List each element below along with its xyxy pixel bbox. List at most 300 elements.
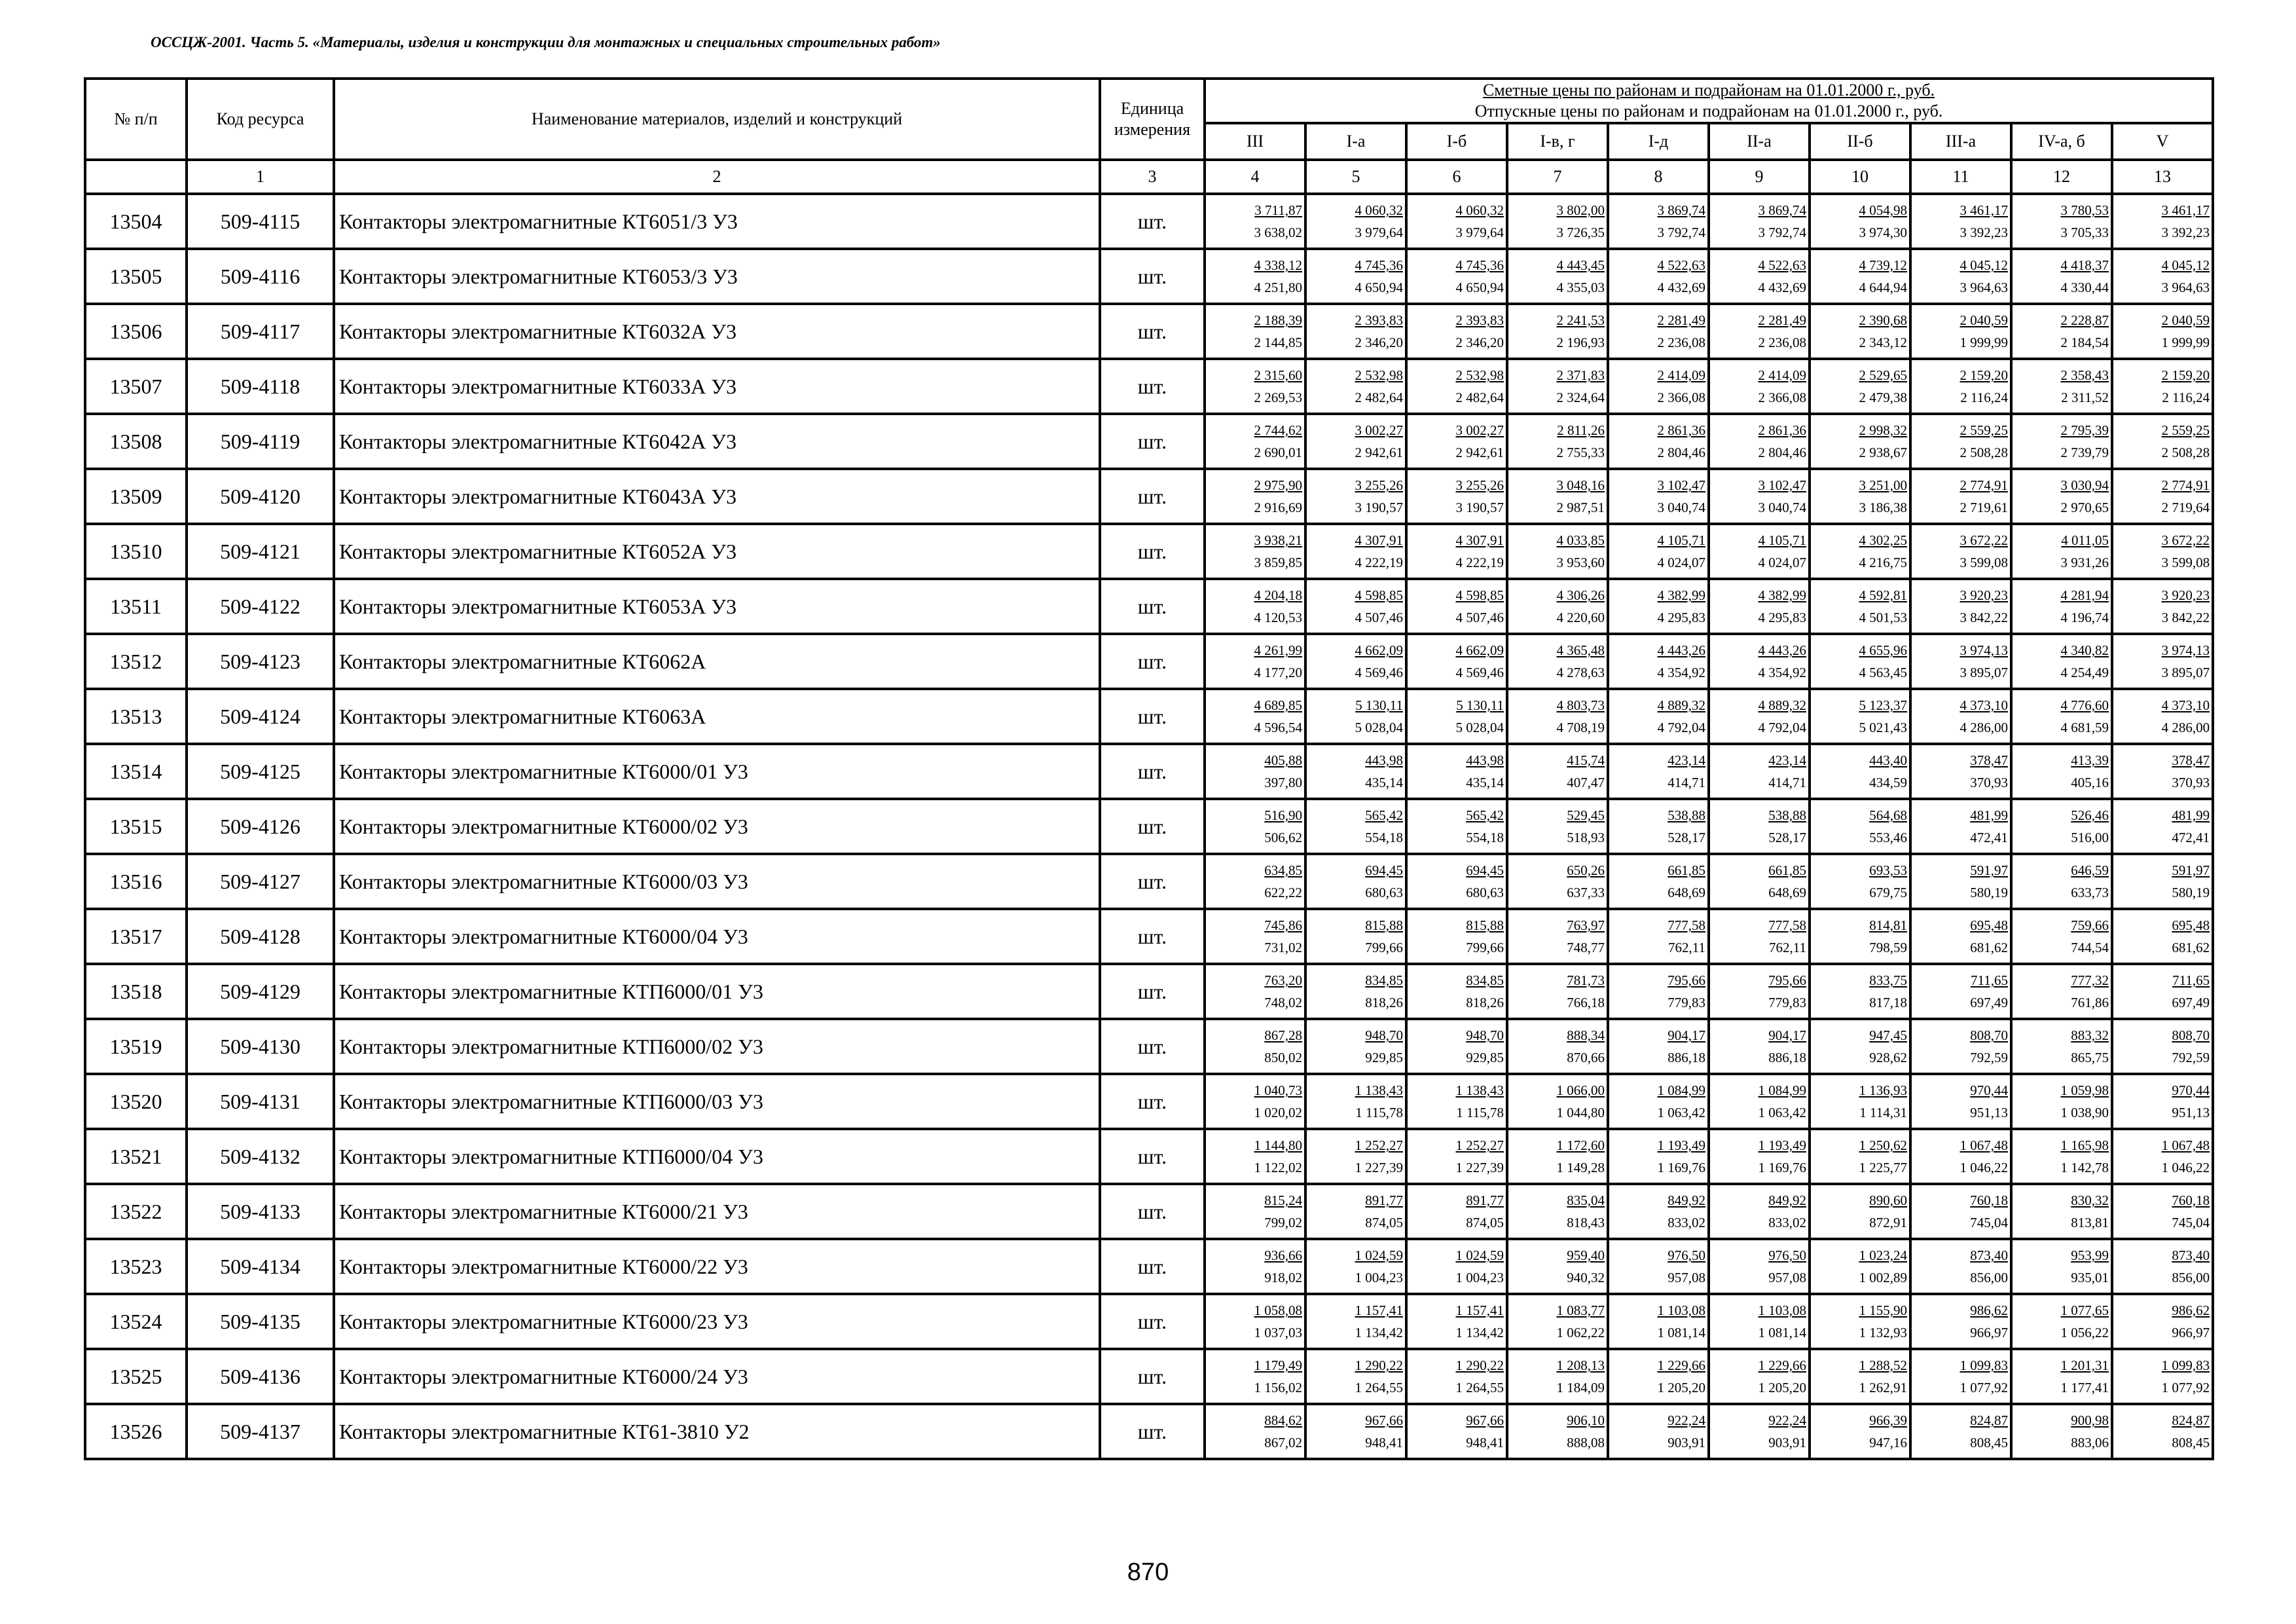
price-cell <box>2112 1404 2213 1459</box>
price-cell <box>1406 1019 1507 1074</box>
estimate-price: 1 084,99 <box>1657 1082 1705 1098</box>
price-cell <box>1305 689 1406 744</box>
release-price: 2 311,52 <box>2061 390 2109 405</box>
estimate-price: 1 208,13 <box>1556 1357 1605 1373</box>
price-cell <box>2112 964 2213 1019</box>
estimate-price: 834,85 <box>1365 972 1403 988</box>
estimate-price: 3 002,27 <box>1355 422 1403 438</box>
price-cell <box>1608 744 1709 799</box>
price-pair <box>1206 1021 1304 1072</box>
price-pair <box>2013 911 2111 962</box>
release-price: 506,62 <box>1264 830 1302 845</box>
price-cell <box>1205 744 1305 799</box>
estimate-price: 646,59 <box>2071 862 2109 878</box>
estimate-price: 1 193,49 <box>1758 1137 1806 1153</box>
price-pair <box>2013 416 2111 467</box>
estimate-price: 1 024,59 <box>1455 1247 1504 1263</box>
estimate-price: 415,74 <box>1567 752 1605 768</box>
price-pair <box>1508 856 1607 907</box>
release-price: 2 196,93 <box>1556 335 1605 350</box>
unit: шт. <box>1100 964 1205 1019</box>
price-pair <box>1508 471 1607 522</box>
release-price: 817,18 <box>1869 995 1907 1010</box>
release-price: 648,69 <box>1667 885 1705 900</box>
row-number: 13511 <box>85 579 187 634</box>
estimate-price: 4 443,26 <box>1657 642 1705 658</box>
price-cell <box>1205 414 1305 469</box>
price-cell <box>1205 854 1305 909</box>
estimate-price: 378,47 <box>2172 752 2210 768</box>
price-cell <box>1406 744 1507 799</box>
estimate-price: 781,73 <box>1567 972 1605 988</box>
estimate-price: 948,70 <box>1466 1027 1504 1043</box>
release-price: 2 324,64 <box>1556 390 1605 405</box>
release-price: 2 942,61 <box>1455 445 1504 460</box>
release-price: 947,16 <box>1869 1435 1907 1450</box>
price-cell <box>1205 799 1305 854</box>
price-pair <box>1307 1296 1405 1347</box>
release-price: 2 938,67 <box>1859 445 1907 460</box>
price-cell <box>2112 689 2213 744</box>
estimate-price: 815,88 <box>1466 917 1504 933</box>
price-cell <box>1305 909 1406 964</box>
estimate-price: 443,98 <box>1365 752 1403 768</box>
price-pair <box>1609 636 1707 687</box>
price-pair <box>1307 966 1405 1017</box>
estimate-price: 4 105,71 <box>1657 532 1705 548</box>
release-price: 1 134,42 <box>1455 1325 1504 1340</box>
estimate-price: 1 138,43 <box>1455 1082 1504 1098</box>
estimate-price: 2 861,36 <box>1657 422 1705 438</box>
price-pair <box>1206 1076 1304 1127</box>
release-price: 3 040,74 <box>1758 500 1806 515</box>
estimate-price: 2 188,39 <box>1254 312 1302 328</box>
price-cell <box>1709 1129 1810 1184</box>
price-pair <box>2113 856 2212 907</box>
material-name: Контакторы электромагнитные КТП6000/03 У3 <box>334 1074 1100 1129</box>
resource-code: 509-4133 <box>187 1184 334 1239</box>
price-cell <box>2112 1129 2213 1184</box>
price-cell <box>1205 1239 1305 1294</box>
release-price: 2 269,53 <box>1254 390 1302 405</box>
estimate-price: 694,45 <box>1365 862 1403 878</box>
price-cell <box>1305 1184 1406 1239</box>
estimate-price: 538,88 <box>1768 807 1806 823</box>
price-cell <box>1507 1129 1608 1184</box>
price-cell <box>1305 469 1406 524</box>
column-number: 13 <box>2112 160 2213 194</box>
price-cell <box>1205 634 1305 689</box>
region-header: II-б <box>1810 123 1910 160</box>
price-pair <box>1408 911 1506 962</box>
price-pair <box>2113 1131 2212 1182</box>
estimate-price: 2 358,43 <box>2060 367 2109 383</box>
release-price: 4 792,04 <box>1758 720 1806 735</box>
price-cell <box>1305 1074 1406 1129</box>
price-cell <box>1910 1074 2011 1129</box>
price-cell <box>1305 1239 1406 1294</box>
price-pair <box>1408 1021 1506 1072</box>
estimate-price: 759,66 <box>2071 917 2109 933</box>
price-cell <box>1810 854 1910 909</box>
price-cell <box>1709 579 1810 634</box>
release-price: 833,02 <box>1768 1215 1806 1230</box>
estimate-price: 1 252,27 <box>1455 1137 1504 1153</box>
price-cell <box>1507 469 1608 524</box>
price-pair <box>1710 251 1808 302</box>
release-price: 3 895,07 <box>1959 665 2008 680</box>
release-price: 4 432,69 <box>1657 280 1705 295</box>
price-cell <box>1910 1129 2011 1184</box>
price-cell <box>1709 1074 1810 1129</box>
price-cell <box>1810 1074 1910 1129</box>
price-pair <box>2013 1021 2111 1072</box>
estimate-price: 1 172,60 <box>1556 1137 1605 1153</box>
estimate-price: 3 102,47 <box>1758 477 1806 493</box>
estimate-price: 4 745,36 <box>1355 257 1403 273</box>
release-price: 2 184,54 <box>2060 335 2109 350</box>
price-cell <box>2011 249 2112 304</box>
price-cell <box>1406 414 1507 469</box>
resource-code: 509-4123 <box>187 634 334 689</box>
release-price: 2 508,28 <box>2161 445 2210 460</box>
estimate-price: 777,58 <box>1768 917 1806 933</box>
price-pair <box>2013 1076 2111 1127</box>
price-pair <box>1307 251 1405 302</box>
estimate-price: 695,48 <box>1970 917 2008 933</box>
estimate-price: 1 024,59 <box>1355 1247 1403 1263</box>
estimate-price: 884,62 <box>1264 1412 1302 1428</box>
release-price: 957,08 <box>1768 1270 1806 1285</box>
price-cell <box>1910 909 2011 964</box>
release-price: 883,06 <box>2071 1435 2109 1450</box>
release-price: 4 432,69 <box>1758 280 1806 295</box>
price-cell <box>1406 194 1507 249</box>
release-price: 1 004,23 <box>1355 1270 1403 1285</box>
release-price: 1 264,55 <box>1355 1380 1403 1395</box>
column-number: 6 <box>1406 160 1507 194</box>
price-cell <box>1205 524 1305 579</box>
price-pair <box>1206 1186 1304 1237</box>
release-price: 2 987,51 <box>1556 500 1605 515</box>
price-pair <box>1206 1351 1304 1402</box>
price-cell <box>1608 964 1709 1019</box>
release-price: 3 705,33 <box>2060 225 2109 240</box>
price-pair <box>1912 1186 2010 1237</box>
release-price: 2 116,24 <box>1960 390 2008 405</box>
price-pair <box>1609 196 1707 247</box>
resource-code: 509-4127 <box>187 854 334 909</box>
price-cell <box>2011 1349 2112 1404</box>
release-price: 680,63 <box>1466 885 1504 900</box>
region-header: I-д <box>1608 123 1709 160</box>
row-number: 13512 <box>85 634 187 689</box>
price-cell <box>2112 744 2213 799</box>
release-price: 761,86 <box>2071 995 2109 1010</box>
release-price: 1 046,22 <box>1959 1160 2008 1175</box>
material-name: Контакторы электромагнитные КТ6000/24 У3 <box>334 1349 1100 1404</box>
price-cell <box>1810 249 1910 304</box>
release-price: 745,04 <box>1970 1215 2008 1230</box>
estimate-price: 890,60 <box>1869 1192 1907 1208</box>
price-pair <box>1710 801 1808 852</box>
estimate-price: 565,42 <box>1365 807 1403 823</box>
price-pair <box>1508 966 1607 1017</box>
price-pair <box>1307 801 1405 852</box>
row-number: 13508 <box>85 414 187 469</box>
estimate-price: 824,87 <box>1970 1412 2008 1428</box>
price-cell <box>1810 1294 1910 1349</box>
unit: шт. <box>1100 194 1205 249</box>
price-cell <box>1910 249 2011 304</box>
estimate-price: 1 250,62 <box>1859 1137 1907 1153</box>
col-header-code: Код ресурса <box>187 79 334 160</box>
price-pair <box>1811 1351 1909 1402</box>
price-cell <box>1507 304 1608 359</box>
material-name: Контакторы электромагнитные КТП6000/04 У3 <box>334 1129 1100 1184</box>
price-cell <box>1608 194 1709 249</box>
estimate-price: 873,40 <box>2172 1247 2210 1263</box>
release-price: 1 999,99 <box>2161 335 2210 350</box>
price-cell <box>1810 744 1910 799</box>
release-price: 2 366,08 <box>1758 390 1806 405</box>
estimate-price: 1 067,48 <box>2161 1137 2210 1153</box>
price-cell <box>1305 1294 1406 1349</box>
estimate-price: 591,97 <box>2172 862 2210 878</box>
release-price: 681,62 <box>1970 940 2008 955</box>
price-pair <box>1307 1076 1405 1127</box>
release-price: 2 482,64 <box>1355 390 1403 405</box>
release-price: 2 804,46 <box>1758 445 1806 460</box>
release-price: 1 205,20 <box>1657 1380 1705 1395</box>
price-cell <box>1205 579 1305 634</box>
price-cell <box>1305 799 1406 854</box>
price-cell <box>1709 304 1810 359</box>
release-price: 1 122,02 <box>1254 1160 1302 1175</box>
price-pair <box>1710 856 1808 907</box>
estimate-price: 4 033,85 <box>1556 532 1605 548</box>
price-cell <box>2112 1019 2213 1074</box>
estimate-price: 986,62 <box>1970 1302 2008 1318</box>
estimate-price: 4 307,91 <box>1355 532 1403 548</box>
release-price: 397,80 <box>1264 775 1302 790</box>
estimate-price: 795,66 <box>1667 972 1705 988</box>
price-pair <box>1206 416 1304 467</box>
resource-code: 509-4131 <box>187 1074 334 1129</box>
estimate-price: 830,32 <box>2071 1192 2109 1208</box>
price-pair <box>2113 1296 2212 1347</box>
price-pair <box>1710 1021 1808 1072</box>
region-header: I-а <box>1305 123 1406 160</box>
release-price: 414,71 <box>1667 775 1705 790</box>
row-number: 13515 <box>85 799 187 854</box>
price-pair <box>1307 1021 1405 1072</box>
estimate-price: 760,18 <box>1970 1192 2008 1208</box>
estimate-price: 4 306,26 <box>1556 587 1605 603</box>
estimate-price: 423,14 <box>1768 752 1806 768</box>
release-price: 966,97 <box>1970 1325 2008 1340</box>
price-cell <box>1305 854 1406 909</box>
release-price: 4 507,46 <box>1355 610 1403 625</box>
price-pair <box>2013 1186 2111 1237</box>
release-price: 1 038,90 <box>2060 1105 2109 1120</box>
unit: шт. <box>1100 579 1205 634</box>
release-price: 3 726,35 <box>1556 225 1605 240</box>
release-price: 2 755,33 <box>1556 445 1605 460</box>
price-cell <box>1507 1184 1608 1239</box>
table-row <box>85 1404 2213 1459</box>
release-price: 886,18 <box>1768 1050 1806 1065</box>
estimate-price: 1 157,41 <box>1455 1302 1504 1318</box>
resource-code: 509-4115 <box>187 194 334 249</box>
price-pair <box>2113 196 2212 247</box>
estimate-price: 4 655,96 <box>1859 642 1907 658</box>
price-pair <box>1408 306 1506 357</box>
estimate-price: 4 011,05 <box>2061 532 2109 548</box>
material-name: Контакторы электромагнитные КТ6033А У3 <box>334 359 1100 414</box>
price-cell <box>2011 414 2112 469</box>
release-price: 3 842,22 <box>2161 610 2210 625</box>
estimate-price: 2 559,25 <box>1959 422 2008 438</box>
price-pair <box>1206 196 1304 247</box>
price-pair <box>1408 196 1506 247</box>
release-price: 813,81 <box>2071 1215 2109 1230</box>
release-price: 766,18 <box>1567 995 1605 1010</box>
price-cell <box>1406 1129 1507 1184</box>
price-cell <box>1608 524 1709 579</box>
price-cell <box>1608 689 1709 744</box>
release-price: 3 792,74 <box>1758 225 1806 240</box>
release-price: 5 021,43 <box>1859 720 1907 735</box>
price-cell <box>1205 964 1305 1019</box>
release-price: 3 859,85 <box>1254 555 1302 570</box>
price-cell <box>1910 1019 2011 1074</box>
estimate-price: 538,88 <box>1667 807 1705 823</box>
price-pair <box>1710 526 1808 577</box>
estimate-price: 2 532,98 <box>1355 367 1403 383</box>
release-price: 4 681,59 <box>2060 720 2109 735</box>
price-pair <box>1408 1351 1506 1402</box>
price-pair <box>1508 801 1607 852</box>
estimate-price: 814,81 <box>1869 917 1907 933</box>
price-pair <box>2113 1406 2212 1457</box>
price-pair <box>1508 1241 1607 1292</box>
estimate-price: 4 662,09 <box>1455 642 1504 658</box>
price-pair <box>1912 966 2010 1017</box>
price-pair <box>1710 581 1808 632</box>
release-price: 4 507,46 <box>1455 610 1504 625</box>
release-price: 903,91 <box>1768 1435 1806 1450</box>
price-cell <box>2112 909 2213 964</box>
price-pair <box>1912 1406 2010 1457</box>
release-price: 948,41 <box>1466 1435 1504 1450</box>
material-name: Контакторы электромагнитные КТ6042А У3 <box>334 414 1100 469</box>
region-header: III <box>1205 123 1305 160</box>
row-number: 13505 <box>85 249 187 304</box>
estimate-price: 4 382,99 <box>1758 587 1806 603</box>
estimate-price: 3 711,87 <box>1254 202 1302 218</box>
price-cell <box>1910 1294 2011 1349</box>
price-pair <box>1307 196 1405 247</box>
price-cell <box>2011 1074 2112 1129</box>
estimate-price: 3 255,26 <box>1455 477 1504 493</box>
price-cell <box>1910 1349 2011 1404</box>
release-price: 2 690,01 <box>1254 445 1302 460</box>
price-cell <box>1406 1184 1507 1239</box>
price-pair <box>2113 251 2212 302</box>
release-price: 762,11 <box>1668 940 1705 955</box>
estimate-price: 1 201,31 <box>2060 1357 2109 1373</box>
release-price: 3 842,22 <box>1959 610 2008 625</box>
estimate-price: 4 382,99 <box>1657 587 1705 603</box>
unit: шт. <box>1100 744 1205 799</box>
table-row <box>85 414 2213 469</box>
price-cell <box>2011 304 2112 359</box>
estimate-price: 967,66 <box>1365 1412 1403 1428</box>
price-cell <box>2011 964 2112 1019</box>
table-row <box>85 744 2213 799</box>
price-cell <box>1507 854 1608 909</box>
price-pair <box>2013 856 2111 907</box>
estimate-price: 3 251,00 <box>1859 477 1907 493</box>
resource-code: 509-4134 <box>187 1239 334 1294</box>
price-pair <box>1206 581 1304 632</box>
price-cell <box>1406 579 1507 634</box>
table-row <box>85 469 2213 524</box>
release-price: 1 062,22 <box>1556 1325 1605 1340</box>
release-price: 940,32 <box>1567 1270 1605 1285</box>
price-pair <box>1710 691 1808 742</box>
release-price: 4 295,83 <box>1758 610 1806 625</box>
price-cell <box>1507 964 1608 1019</box>
table-row <box>85 634 2213 689</box>
price-pair <box>1811 1131 1909 1182</box>
price-cell <box>1406 964 1507 1019</box>
estimate-price: 795,66 <box>1768 972 1806 988</box>
region-header: III-а <box>1910 123 2011 160</box>
price-cell <box>1305 964 1406 1019</box>
estimate-price: 2 241,53 <box>1556 312 1605 328</box>
release-price: 4 596,54 <box>1254 720 1302 735</box>
price-cell <box>1205 1129 1305 1184</box>
price-cell <box>1608 854 1709 909</box>
release-price: 3 392,23 <box>2161 225 2210 240</box>
price-pair <box>1710 1406 1808 1457</box>
price-pair <box>1508 196 1607 247</box>
price-pair <box>1609 361 1707 412</box>
column-number: 11 <box>1910 160 2011 194</box>
resource-code: 509-4129 <box>187 964 334 1019</box>
release-price: 554,18 <box>1466 830 1504 845</box>
estimate-price: 970,44 <box>2172 1082 2210 1098</box>
estimate-price: 423,14 <box>1667 752 1705 768</box>
estimate-price: 3 802,00 <box>1556 202 1605 218</box>
price-pair <box>1206 856 1304 907</box>
price-pair <box>1912 746 2010 797</box>
price-cell <box>1406 1239 1507 1294</box>
row-number: 13509 <box>85 469 187 524</box>
price-cell <box>1910 414 2011 469</box>
price-pair <box>1609 1021 1707 1072</box>
estimate-price: 529,45 <box>1567 807 1605 823</box>
price-pair <box>1912 361 2010 412</box>
estimate-price: 4 340,82 <box>2060 642 2109 658</box>
release-price: 622,22 <box>1264 885 1302 900</box>
release-price: 1 227,39 <box>1355 1160 1403 1175</box>
price-pair <box>2013 1406 2111 1457</box>
estimate-price: 2 559,25 <box>2161 422 2210 438</box>
estimate-price: 1 067,48 <box>1959 1137 2008 1153</box>
